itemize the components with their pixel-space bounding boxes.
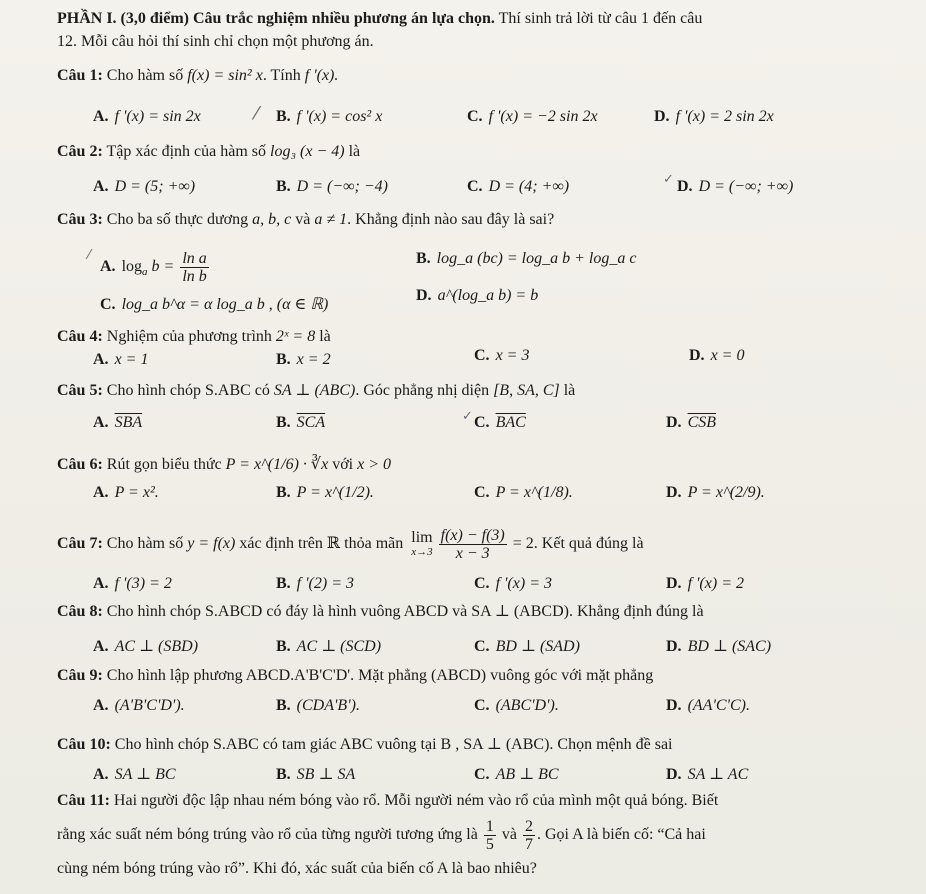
- option-key: C.: [474, 484, 490, 501]
- question-label: Câu 7:: [57, 535, 103, 553]
- fraction-numerator: 2: [524, 818, 533, 835]
- option-key: D.: [689, 347, 705, 364]
- option-key: B.: [276, 484, 291, 501]
- question-8-stem: [57, 601, 704, 621]
- question-label: Câu 4:: [57, 328, 103, 345]
- option-text: a^(log_a b) = b: [437, 287, 539, 304]
- math-expr: a ≠ 1: [314, 211, 348, 228]
- option-key: A.: [93, 766, 109, 783]
- option-key: A.: [93, 108, 109, 125]
- tick-mark-icon: ✓: [462, 409, 473, 424]
- question-text: . Tính: [262, 67, 305, 84]
- option-text: D = (5; +∞): [114, 178, 196, 195]
- option-key: D.: [666, 638, 682, 655]
- question-3-option-d[interactable]: [416, 287, 538, 305]
- question-5-option-b[interactable]: [276, 414, 325, 432]
- math-expr: f '(x).: [304, 67, 339, 84]
- question-text: Cho hàm số: [102, 67, 188, 84]
- question-text: và: [497, 826, 521, 844]
- option-text: SA ⊥ BC: [114, 766, 176, 783]
- fraction-numerator: ln a: [182, 250, 207, 267]
- question-7-option-a[interactable]: [93, 575, 172, 593]
- math-expr: = 2: [508, 535, 534, 553]
- question-9-option-c[interactable]: [474, 697, 559, 715]
- option-text: AB ⊥ BC: [495, 766, 559, 783]
- question-10-stem: [57, 734, 672, 754]
- question-6-option-d[interactable]: [666, 484, 765, 502]
- question-2-option-b[interactable]: [276, 178, 388, 196]
- question-1-stem: [57, 67, 338, 85]
- question-5-stem: [57, 380, 575, 400]
- option-key: A.: [100, 258, 116, 276]
- question-4-option-a[interactable]: [93, 351, 148, 369]
- option-text: (ABC'D').: [495, 697, 559, 714]
- math-expr: P = x^(1/6) · ∛x: [225, 456, 329, 473]
- question-text: Nghiệm của phương trình: [102, 328, 276, 345]
- angle-text: $\overline{SCA}$: [296, 414, 326, 431]
- option-text: SB ⊥ SA: [296, 766, 356, 783]
- option-text: SA ⊥ AC: [687, 766, 749, 783]
- option-text: x = 3: [495, 347, 530, 364]
- option-text: AC ⊥ (SBD): [114, 638, 199, 655]
- question-9-stem: [57, 667, 653, 685]
- option-key: C.: [474, 575, 490, 592]
- option-key: D.: [666, 575, 682, 592]
- option-text: f '(x) = 2 sin 2x: [675, 108, 774, 125]
- fraction-denominator: 5: [485, 836, 494, 853]
- option-text: P = x^(1/8).: [495, 484, 573, 501]
- option-key: A.: [93, 178, 109, 195]
- option-key: C.: [100, 296, 116, 313]
- question-text: . Gọi A là biến cố: “Cả hai: [536, 826, 706, 844]
- math-expr: [B, SA, C]: [493, 382, 560, 399]
- section-header-line2: 12. Mỗi câu hỏi thí sinh chỉ chọn một phương án.: [57, 33, 374, 50]
- question-2-stem: [57, 143, 360, 161]
- option-key: D.: [416, 287, 432, 304]
- question-text: Cho hình chóp S.ABCD có đáy là hình vuông ABCD và SA ⊥ (ABCD). Khẳng định đúng là: [102, 603, 704, 620]
- question-label: Câu 10:: [57, 736, 111, 753]
- option-key: D.: [654, 108, 670, 125]
- option-key: B.: [276, 351, 291, 368]
- option-key: C.: [474, 697, 490, 714]
- option-text: (A'B'C'D').: [114, 697, 185, 714]
- option-text: P = x^(2/9).: [687, 484, 765, 501]
- option-key: A.: [93, 575, 109, 592]
- question-label: Câu 8:: [57, 603, 103, 620]
- question-5-option-a[interactable]: [93, 414, 142, 432]
- question-text: . Kết quả đúng là: [533, 535, 644, 553]
- option-text: BD ⊥ (SAC): [687, 638, 772, 655]
- question-4-option-b[interactable]: [276, 351, 331, 369]
- question-5-option-d[interactable]: [666, 414, 716, 432]
- question-2-option-d[interactable]: [677, 178, 793, 196]
- question-10-option-d[interactable]: [666, 764, 748, 784]
- option-key: D.: [666, 484, 682, 501]
- question-text: rằng xác suất ném bóng trúng vào rổ của từng người tương ứng là: [57, 826, 482, 844]
- question-10-option-c[interactable]: [474, 764, 559, 784]
- option-key: B.: [276, 766, 291, 783]
- question-text: . Khẳng định nào sau đây là sai?: [347, 211, 555, 228]
- probability-fraction-1: [484, 818, 496, 853]
- question-label: Câu 1:: [57, 67, 103, 84]
- option-text: D = (−∞; −4): [296, 178, 389, 195]
- limit-subscript: x→3: [411, 545, 433, 558]
- option-text: f '(x) = 2: [687, 575, 744, 592]
- option-text: (CDA'B').: [296, 697, 360, 714]
- tick-mark-icon: ✓: [663, 172, 674, 187]
- question-4-option-d[interactable]: [689, 347, 744, 365]
- question-6-stem: [57, 454, 391, 474]
- question-2-option-a[interactable]: [93, 178, 195, 196]
- limit-symbol: lim: [411, 528, 433, 546]
- fraction-denominator: ln b: [182, 268, 207, 285]
- question-text: Tập xác định của hàm số: [102, 143, 270, 160]
- fraction-denominator: 7: [524, 836, 533, 853]
- option-key: C.: [474, 414, 490, 431]
- option-subscript: a: [142, 266, 148, 279]
- math-expr: a, b, c: [252, 211, 292, 228]
- math-expr: SA ⊥ (ABC): [273, 382, 356, 399]
- question-7-option-c[interactable]: [474, 575, 552, 593]
- question-1-option-a[interactable]: [93, 108, 201, 126]
- option-key: D.: [666, 414, 682, 431]
- question-1-option-d[interactable]: [654, 108, 774, 126]
- limit-fraction: [439, 527, 507, 562]
- section-instruction: Thí sinh trả lời từ câu 1 đến câu: [494, 10, 703, 27]
- question-8-option-a[interactable]: [93, 636, 198, 656]
- section-title: PHẦN I. (3,0 điểm) Câu trắc nghiệm nhiều phương án lựa chọn.: [57, 10, 495, 27]
- option-key: B.: [276, 108, 291, 125]
- option-text: f '(x) = sin 2x: [114, 108, 201, 125]
- question-7-stem: [57, 527, 644, 562]
- question-6-option-c[interactable]: [474, 484, 573, 502]
- option-text: f '(3) = 2: [114, 575, 172, 592]
- math-expr: 2ˣ = 8: [275, 328, 316, 345]
- question-3-option-b[interactable]: [416, 250, 636, 268]
- option-key: C.: [474, 766, 490, 783]
- option-text: f '(2) = 3: [296, 575, 354, 592]
- question-6-option-b[interactable]: [276, 484, 374, 502]
- pencil-mark-icon: ⁄: [255, 103, 259, 124]
- question-text: Cho hình chóp S.ABC có tam giác ABC vuông tại B , SA ⊥ (ABC). Chọn mệnh đề sai: [110, 736, 673, 753]
- fraction-numerator: 1: [485, 818, 494, 835]
- option-key: C.: [474, 347, 490, 364]
- option-text: log_a b^α = α log_a b , (α ∈ ℝ): [121, 296, 329, 313]
- question-label: Câu 2:: [57, 143, 103, 160]
- question-6-option-a[interactable]: [93, 484, 159, 502]
- question-11-stem-line2: [57, 818, 706, 853]
- option-key: B.: [276, 414, 291, 431]
- option-text: BD ⊥ (SAD): [495, 638, 580, 655]
- question-label: Câu 6:: [57, 456, 103, 473]
- option-text: D = (4; +∞): [488, 178, 570, 195]
- question-7-option-b[interactable]: [276, 575, 354, 593]
- option-text: P = x².: [114, 484, 159, 501]
- question-text: với: [328, 456, 358, 473]
- question-11-stem: [57, 792, 718, 810]
- question-8-option-d[interactable]: [666, 636, 771, 656]
- option-key: B.: [276, 638, 291, 655]
- question-text: là: [344, 143, 361, 160]
- question-label: Câu 5:: [57, 382, 103, 399]
- question-1-option-b[interactable]: [276, 108, 382, 126]
- fraction-numerator: f(x) − f(3): [440, 527, 505, 544]
- angle-text: $\overline{SBA}$: [114, 414, 143, 431]
- question-label: Câu 11:: [57, 792, 110, 809]
- option-key: C.: [474, 638, 490, 655]
- question-text: Cho hình lập phương ABCD.A'B'C'D'. Mặt phẳng (ABCD) vuông góc với mặt phẳng: [102, 667, 654, 684]
- option-text: f '(x) = cos² x: [296, 108, 383, 125]
- question-3-stem: [57, 211, 554, 229]
- option-key: D.: [666, 697, 682, 714]
- option-key: D.: [677, 178, 693, 195]
- question-text: là: [315, 328, 331, 345]
- option-key: A.: [93, 351, 109, 368]
- tick-mark-icon: ⁄: [88, 248, 91, 263]
- option-key: C.: [467, 108, 483, 125]
- fraction-denominator: x − 3: [455, 545, 490, 562]
- question-text: Cho hình chóp S.ABC có: [102, 382, 274, 399]
- question-label: Câu 9:: [57, 667, 103, 684]
- question-text: và: [291, 211, 315, 228]
- math-expr: y = f(x): [187, 535, 236, 553]
- question-4-stem: [57, 328, 331, 346]
- question-text: Cho hàm số: [102, 535, 188, 553]
- option-text: log: [121, 258, 143, 276]
- question-9-option-d[interactable]: [666, 697, 750, 715]
- option-key: A.: [93, 697, 109, 714]
- question-8-option-b[interactable]: [276, 636, 381, 656]
- option-text: (AA'C'C).: [687, 697, 750, 714]
- angle-text: $\overline{CSB}$: [687, 414, 717, 431]
- option-key: A.: [93, 638, 109, 655]
- question-9-option-a[interactable]: [93, 697, 185, 715]
- option-key: B.: [276, 697, 291, 714]
- math-expr: f(x) = sin² x: [187, 67, 263, 84]
- question-text: . Góc phẳng nhị diện: [355, 382, 494, 399]
- question-5-option-c[interactable]: [474, 414, 526, 432]
- question-3-option-a[interactable]: [100, 250, 211, 285]
- limit-expr: [411, 528, 433, 559]
- math-expr: log₃ (x − 4): [270, 143, 345, 160]
- question-text: là: [559, 382, 576, 399]
- question-3-option-c[interactable]: [100, 294, 328, 314]
- question-text: Hai người độc lập nhau ném bóng vào rổ. Mỗi người ném vào rổ của mình một quả bóng. Biết: [109, 792, 719, 809]
- section-header-line1: [57, 10, 702, 28]
- option-text: b =: [147, 258, 179, 276]
- question-7-option-d[interactable]: [666, 575, 744, 593]
- option-key: A.: [93, 414, 109, 431]
- math-expr: x > 0: [357, 456, 392, 473]
- option-key: B.: [276, 575, 291, 592]
- question-4-option-c[interactable]: [474, 347, 529, 365]
- option-key: C.: [467, 178, 483, 195]
- option-key: B.: [276, 178, 291, 195]
- question-9-option-b[interactable]: [276, 697, 360, 715]
- option-key: B.: [416, 250, 431, 267]
- question-text: Cho ba số thực dương: [102, 211, 253, 228]
- question-11-stem-line3: cùng ném bóng trúng vào rổ”. Khi đó, xác suất của biến cố A là bao nhiêu?: [57, 860, 537, 877]
- option-text: P = x^(1/2).: [296, 484, 374, 501]
- question-1-option-c[interactable]: [467, 108, 598, 126]
- question-10-option-a[interactable]: [93, 764, 176, 784]
- option-text: AC ⊥ (SCD): [296, 638, 382, 655]
- question-text: xác định trên ℝ thỏa mãn: [235, 535, 408, 553]
- option-text: D = (−∞; +∞): [698, 178, 794, 195]
- question-10-option-b[interactable]: [276, 764, 355, 784]
- option-text: log_a (bc) = log_a b + log_a c: [436, 250, 637, 267]
- option-key: A.: [93, 484, 109, 501]
- option-key: D.: [666, 766, 682, 783]
- question-2-option-c[interactable]: [467, 178, 569, 196]
- option-text: f '(x) = −2 sin 2x: [488, 108, 598, 125]
- option-text: x = 2: [296, 351, 331, 368]
- question-label: Câu 3:: [57, 211, 103, 228]
- question-text: Rút gọn biểu thức: [102, 456, 226, 473]
- option-text: f '(x) = 3: [495, 575, 552, 592]
- option-text: x = 1: [114, 351, 149, 368]
- option-text: x = 0: [710, 347, 745, 364]
- question-8-option-c[interactable]: [474, 636, 580, 656]
- probability-fraction-2: [523, 818, 535, 853]
- option-fraction: [180, 250, 208, 285]
- angle-text: $\overline{BAC}$: [495, 414, 526, 431]
